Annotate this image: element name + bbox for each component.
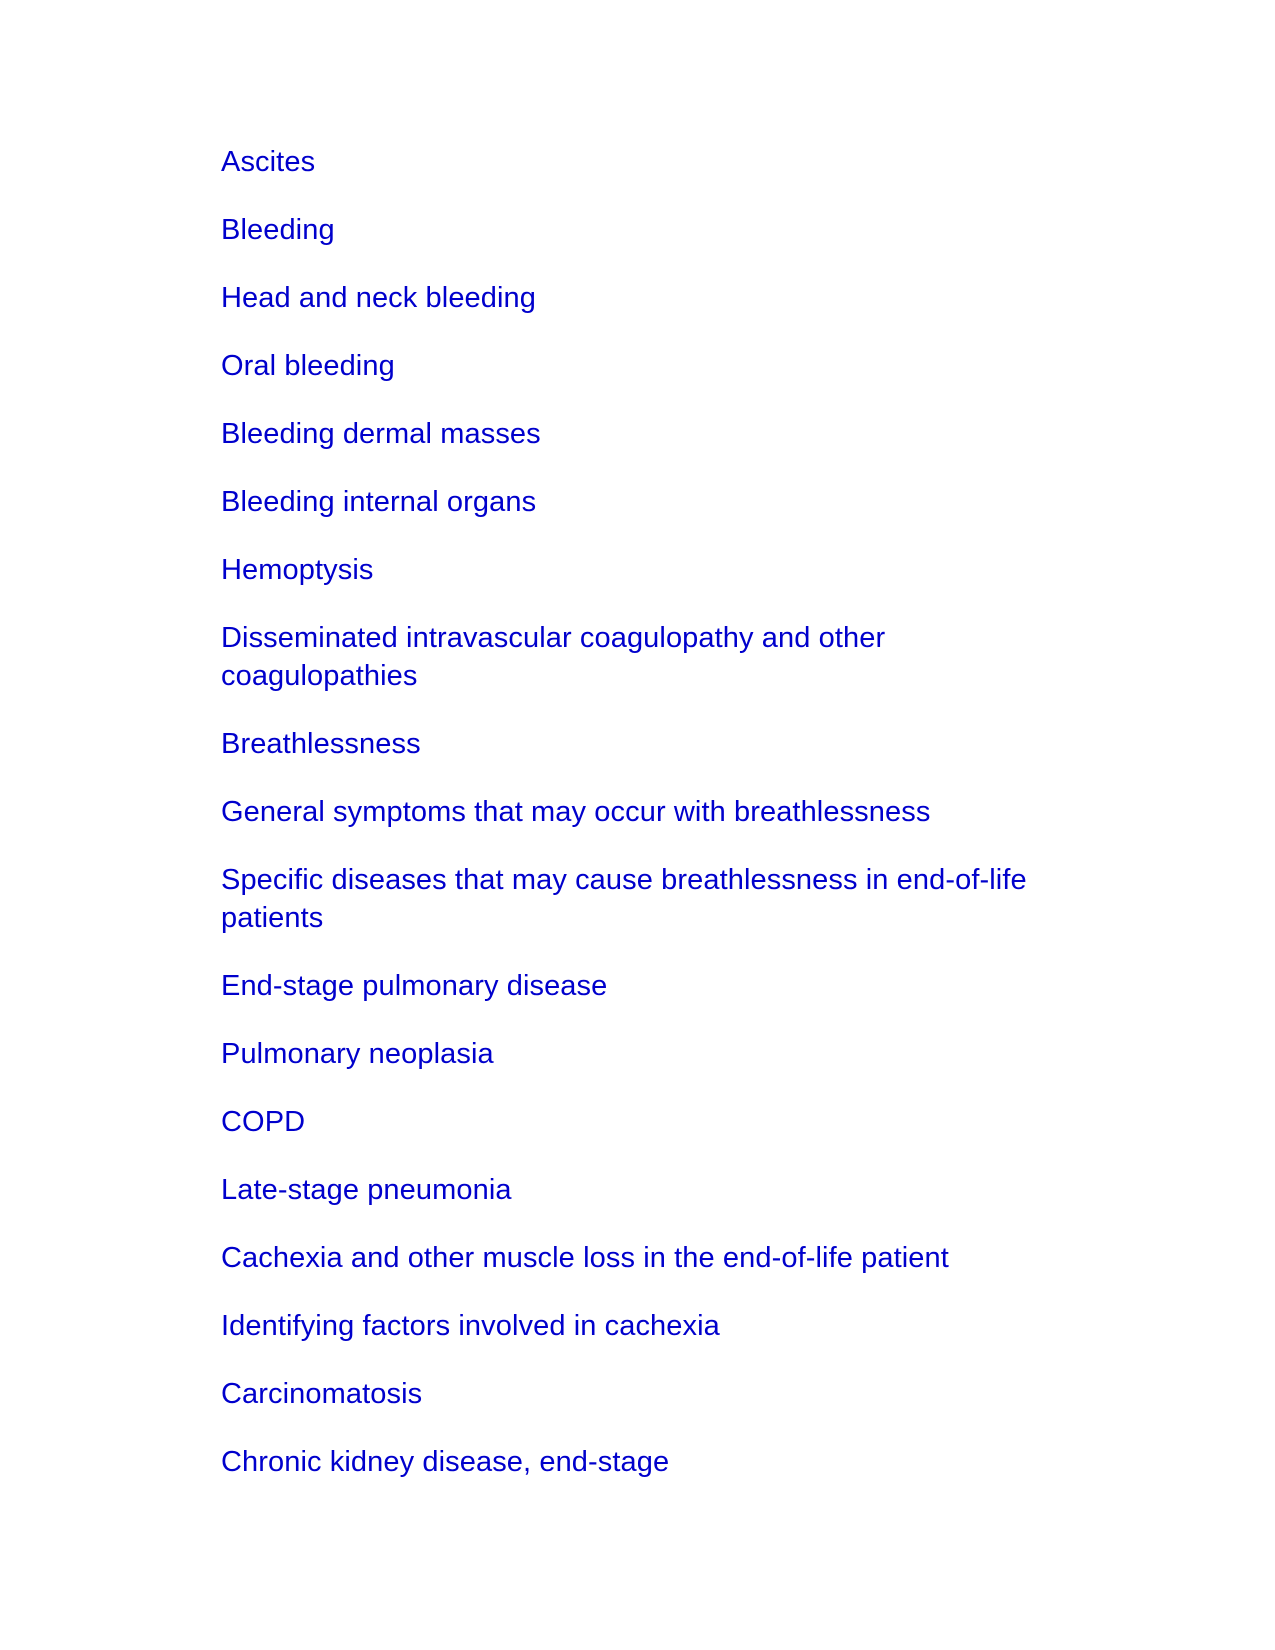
toc-link-copd[interactable]: COPD	[221, 1106, 306, 1138]
toc-item	[221, 793, 1101, 831]
toc-link-end-stage-pulmonary-disease[interactable]: End-stage pulmonary disease	[221, 970, 608, 1002]
toc-item	[221, 211, 1101, 249]
toc-item	[221, 861, 1101, 937]
toc-link-general-symptoms-breathlessness[interactable]: General symptoms that may occur with breathlessness	[221, 796, 931, 828]
toc-item	[221, 1239, 1101, 1277]
toc-item	[221, 1171, 1101, 1209]
toc-item	[221, 415, 1101, 453]
toc-item	[221, 143, 1101, 181]
toc-link-bleeding[interactable]: Bleeding	[221, 214, 335, 246]
toc-link-head-and-neck-bleeding[interactable]: Head and neck bleeding	[221, 282, 536, 314]
toc-item	[221, 619, 1101, 695]
toc-item	[221, 967, 1101, 1005]
toc-item	[221, 1307, 1101, 1345]
toc-link-breathlessness[interactable]: Breathlessness	[221, 728, 421, 760]
toc-item	[221, 1035, 1101, 1073]
toc-link-bleeding-dermal-masses[interactable]: Bleeding dermal masses	[221, 418, 541, 450]
toc-link-late-stage-pneumonia[interactable]: Late-stage pneumonia	[221, 1174, 512, 1206]
toc-link-hemoptysis[interactable]: Hemoptysis	[221, 554, 374, 586]
toc-link-disseminated-intravascular-coagulopathy[interactable]: Disseminated intravascular coagulopathy and other coagulopathies	[221, 622, 886, 692]
toc-item	[221, 347, 1101, 385]
toc-link-pulmonary-neoplasia[interactable]: Pulmonary neoplasia	[221, 1038, 494, 1070]
toc-item	[221, 1375, 1101, 1413]
toc-item	[221, 551, 1101, 589]
toc-item	[221, 725, 1101, 763]
table-of-contents	[221, 143, 1101, 1511]
toc-item	[221, 1443, 1101, 1481]
toc-link-specific-diseases-breathlessness[interactable]: Specific diseases that may cause breathlessness in end-of-life patients	[221, 864, 1027, 934]
toc-link-identifying-factors-cachexia[interactable]: Identifying factors involved in cachexia	[221, 1310, 720, 1342]
toc-item	[221, 1103, 1101, 1141]
toc-link-carcinomatosis[interactable]: Carcinomatosis	[221, 1378, 423, 1410]
toc-item	[221, 279, 1101, 317]
toc-link-chronic-kidney-disease[interactable]: Chronic kidney disease, end-stage	[221, 1446, 670, 1478]
toc-item	[221, 483, 1101, 521]
toc-link-oral-bleeding[interactable]: Oral bleeding	[221, 350, 395, 382]
toc-link-bleeding-internal-organs[interactable]: Bleeding internal organs	[221, 486, 537, 518]
toc-link-ascites[interactable]: Ascites	[221, 146, 316, 178]
toc-link-cachexia-muscle-loss[interactable]: Cachexia and other muscle loss in the end-of-life patient	[221, 1242, 949, 1274]
